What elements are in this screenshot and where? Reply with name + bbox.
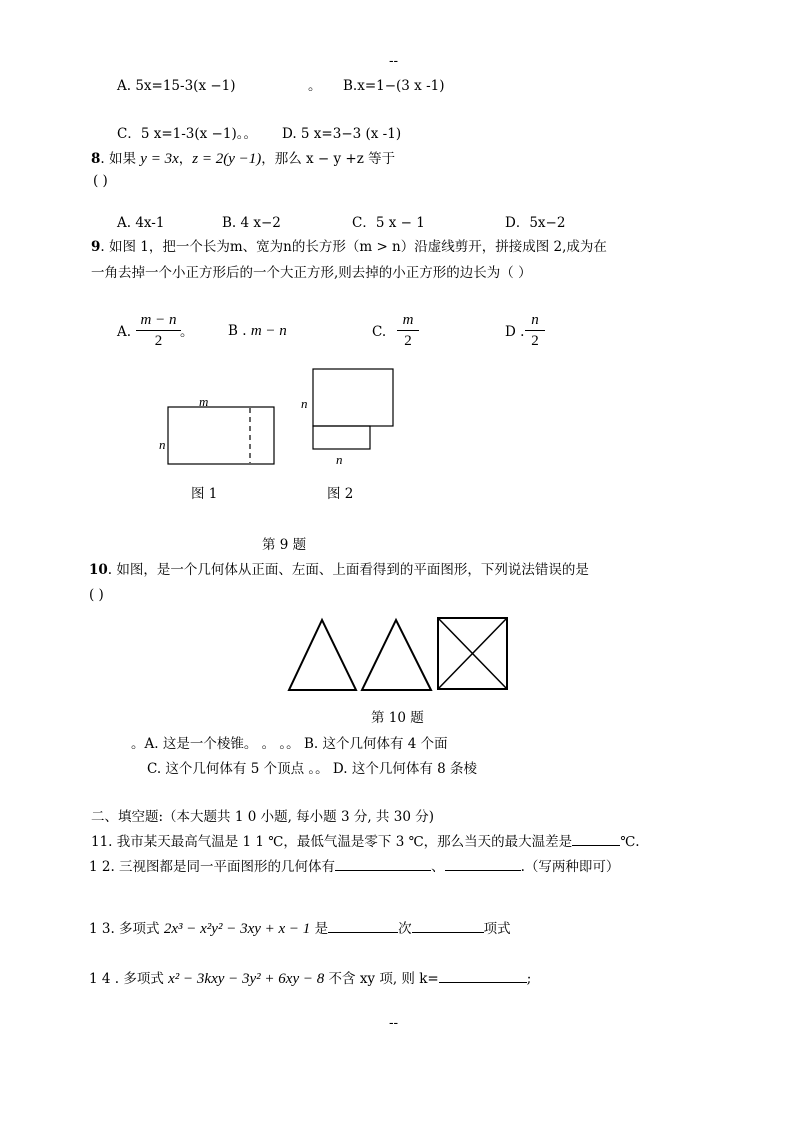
q7-option-d: D. 5 x=3−3 (x -1): [282, 126, 402, 142]
q9-option-a-denominator: 2: [154, 333, 163, 349]
q7-option-b: B.x=1−(3 x -1): [343, 78, 445, 94]
q9-text-1: . 如图 1，把一个长为m、宽为n的长方形（m > n）沿虚线剪开，拼接成图 2,成为在: [100, 239, 607, 255]
q14-mid: 不含 xy 项, 则 k=: [328, 971, 439, 987]
q11-unit: ℃.: [620, 834, 640, 850]
q9-option-a-numerator: m − n: [140, 312, 177, 328]
q14-answer-blank[interactable]: [439, 970, 527, 983]
q13-polynomial: 2x³ − x²y² − 3xy + x − 1: [163, 921, 311, 937]
q14-prefix: 1 4 . 多项式: [89, 971, 164, 987]
q9-option-a-label: A.: [117, 324, 132, 340]
q10-front-view-triangle: [289, 620, 356, 690]
fig1-label-m: m: [199, 394, 209, 409]
q10-options-ab: 。A. 这是一个棱锥。 。 。。 B. 这个几何体有 4 个面: [131, 736, 448, 752]
q12-tail: .（写两种即可）: [520, 859, 620, 875]
q8-condition-y: y = 3x: [140, 151, 179, 167]
q9-option-d-denominator: 2: [531, 333, 539, 349]
q12-text: 1 2. 三视图都是同一平面图形的几何体有: [89, 859, 336, 875]
q13-mid: 是: [314, 921, 329, 937]
q8-answer-paren: ( ): [93, 173, 108, 189]
q10-caption: 第 10 题: [371, 710, 424, 726]
q8-option-b: B. 4 x−2: [222, 215, 281, 231]
q12: [89, 858, 619, 876]
fig1-label-n: n: [159, 437, 166, 452]
q10-answer-paren: ( ): [89, 587, 104, 603]
q8-number: 8: [91, 151, 101, 167]
q10-stem: [89, 561, 589, 579]
q9-option-b-expr: m − n: [250, 323, 287, 339]
q14: [89, 970, 531, 988]
q12-answer-blank-2[interactable]: [445, 858, 521, 871]
q13-terms-blank[interactable]: [412, 920, 484, 933]
q9-option-a-separator: 。: [180, 324, 194, 340]
q10-left-view-triangle: [362, 620, 431, 690]
q12-separator: 、: [431, 859, 445, 875]
q8-option-c: C．5 x − 1: [352, 215, 425, 231]
q13-ci: 次: [398, 921, 412, 937]
fig2-small-rectangle: [313, 426, 370, 449]
section-2-heading: 二、填空题:（本大题共 1 0 小题, 每小题 3 分, 共 30 分): [91, 809, 434, 825]
q9-option-c-numerator: m: [402, 312, 414, 328]
q8-suffix: ，那么 x − y +z 等于: [261, 151, 396, 167]
q10-text: . 如图，是一个几何体从正面、左面、上面看得到的平面图形，下列说法错误的是: [107, 562, 589, 578]
q9-option-d-label: D .: [505, 324, 525, 340]
fig2-big-rectangle: [313, 369, 393, 426]
q9-option-c-denominator: 2: [404, 333, 412, 349]
q13-degree-blank[interactable]: [328, 920, 398, 933]
q7-option-a: A. 5x=15-3(x −1): [117, 78, 236, 94]
q9-option-b-label: B .: [228, 323, 247, 339]
page-footer-mark: --: [389, 1015, 399, 1031]
q7-separator: 。: [308, 78, 322, 94]
q11: [91, 833, 640, 851]
q13-tail: 项式: [483, 921, 511, 937]
q8-comma: ，: [178, 151, 193, 167]
q10-number: 10: [89, 562, 108, 578]
q12-answer-blank-1[interactable]: [335, 858, 431, 871]
q8-prefix: . 如果: [100, 151, 136, 167]
q11-answer-blank[interactable]: [572, 833, 620, 846]
q8-option-a: A. 4x-1: [117, 215, 165, 231]
q7-option-c: C．5 x=1-3(x −1)。。: [117, 126, 257, 142]
q14-polynomial: x² − 3kxy − 3y² + 6xy − 8: [168, 971, 325, 987]
fig1-rectangle: [168, 407, 274, 464]
q10-options-cd: C. 这个几何体有 5 个顶点 。。 D. 这个几何体有 8 条棱: [147, 761, 478, 777]
fig2-label-n-left: n: [301, 396, 308, 411]
q11-text: 11. 我市某天最高气温是 1 1 ℃，最低气温是零下 3 ℃，那么当天的最大温差是: [91, 834, 573, 850]
q8-option-d: D．5x−2: [505, 215, 566, 231]
q13: [89, 920, 511, 938]
q9-option-c-label: C.: [372, 324, 387, 340]
q9-option-d-numerator: n: [531, 312, 539, 328]
fig2-caption: 图 2: [327, 486, 354, 502]
q9-caption: 第 9 题: [262, 537, 307, 553]
page-header-mark: --: [389, 53, 399, 69]
fig1-caption: 图 1: [191, 486, 218, 502]
q9-number: 9: [91, 239, 101, 255]
fig2-label-n-bottom: n: [336, 452, 343, 467]
q14-tail: ;: [526, 971, 532, 987]
q13-prefix: 1 3. 多项式: [89, 921, 160, 937]
q9-line-2: 一角去掉一个小正方形后的一个大正方形,则去掉的小正方形的边长为（ ）: [91, 265, 532, 281]
q8-condition-z: z = 2(y −1): [192, 151, 262, 167]
